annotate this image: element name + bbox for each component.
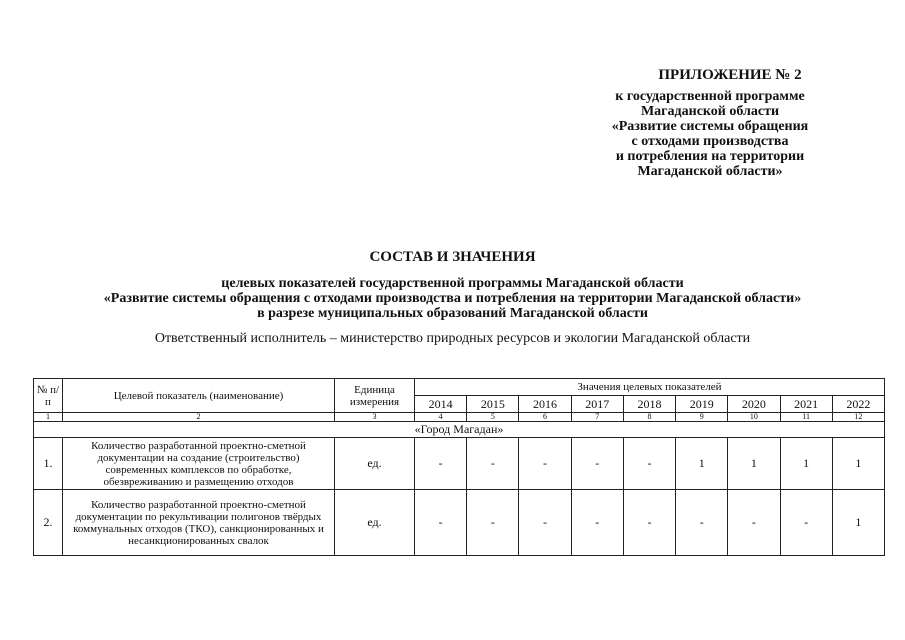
column-index-row — [34, 413, 885, 422]
row-value: - — [519, 438, 571, 490]
table-row — [34, 438, 885, 490]
table-row — [34, 490, 885, 556]
year-header: 2021 — [780, 396, 832, 413]
header-values: Значения целевых показателей — [415, 379, 885, 396]
row-value: - — [571, 490, 623, 556]
section-row — [34, 422, 885, 438]
row-value: - — [519, 490, 571, 556]
year-header: 2016 — [519, 396, 571, 413]
row-value: 1 — [728, 438, 780, 490]
column-index: 9 — [676, 413, 728, 422]
annex-line: Магаданской области» — [637, 164, 783, 179]
column-index: 5 — [467, 413, 519, 422]
title-main: СОСТАВ И ЗНАЧЕНИЯ — [369, 249, 536, 265]
column-index: 7 — [571, 413, 623, 422]
row-value: 1 — [832, 490, 884, 556]
annex-line: Магаданской области — [640, 104, 780, 119]
annex-line: с отходами производства — [631, 134, 789, 149]
column-index: 2 — [63, 413, 335, 422]
annex-line: и потребления на территории — [615, 149, 805, 164]
annex-block — [560, 68, 860, 179]
row-indicator: Количество разработанной проектно-сметной документации на создание (строительство) современных комплексов по обработке, обезвреживанию и размещению отходов — [63, 438, 335, 490]
title-line: целевых показателей государственной программы Магаданской области — [221, 276, 684, 291]
document-title — [0, 249, 905, 321]
column-index: 12 — [832, 413, 884, 422]
year-header: 2022 — [832, 396, 884, 413]
row-value: - — [467, 438, 519, 490]
row-num: 2. — [34, 490, 63, 556]
row-value: - — [780, 490, 832, 556]
column-index: 11 — [780, 413, 832, 422]
year-header: 2019 — [676, 396, 728, 413]
column-index: 4 — [415, 413, 467, 422]
responsible-executor: Ответственный исполнитель – министерство природных ресурсов и экологии Магаданской области — [154, 331, 751, 346]
row-value: - — [415, 438, 467, 490]
column-index: 6 — [519, 413, 571, 422]
title-line: «Развитие системы обращения с отходами производства и потребления на территории Магаданской области» — [103, 291, 802, 306]
section-title: «Город Магадан» — [34, 422, 885, 438]
annex-line: к государственной программе — [615, 89, 805, 104]
header-indicator: Целевой показатель (наименование) — [63, 379, 335, 413]
row-value: - — [623, 490, 675, 556]
row-value: - — [571, 438, 623, 490]
row-indicator: Количество разработанной проектно-сметной документации по рекультивации полигонов твёрдых коммунальных отходов (ТКО), санкционированных и несанкционированных свалок — [63, 490, 335, 556]
column-index: 1 — [34, 413, 63, 422]
annex-heading: ПРИЛОЖЕНИЕ № 2 — [658, 67, 802, 83]
row-value: 1 — [780, 438, 832, 490]
row-num: 1. — [34, 438, 63, 490]
row-value: - — [623, 438, 675, 490]
indicators-table — [33, 378, 885, 556]
header-row — [34, 379, 885, 396]
column-index: 10 — [728, 413, 780, 422]
title-line: в разрезе муниципальных образований Магаданской области — [257, 306, 648, 321]
row-value: - — [467, 490, 519, 556]
column-index: 8 — [623, 413, 675, 422]
annex-line: «Развитие системы обращения — [611, 119, 809, 134]
header-num: № п/п — [34, 379, 63, 413]
row-value: - — [728, 490, 780, 556]
year-header: 2015 — [467, 396, 519, 413]
year-header: 2020 — [728, 396, 780, 413]
column-index: 3 — [335, 413, 415, 422]
row-unit: ед. — [335, 490, 415, 556]
row-value: 1 — [832, 438, 884, 490]
row-unit: ед. — [335, 438, 415, 490]
row-value: 1 — [676, 438, 728, 490]
year-header: 2018 — [623, 396, 675, 413]
year-header: 2014 — [415, 396, 467, 413]
year-header: 2017 — [571, 396, 623, 413]
row-value: - — [415, 490, 467, 556]
header-unit: Единица измерения — [335, 379, 415, 413]
row-value: - — [676, 490, 728, 556]
